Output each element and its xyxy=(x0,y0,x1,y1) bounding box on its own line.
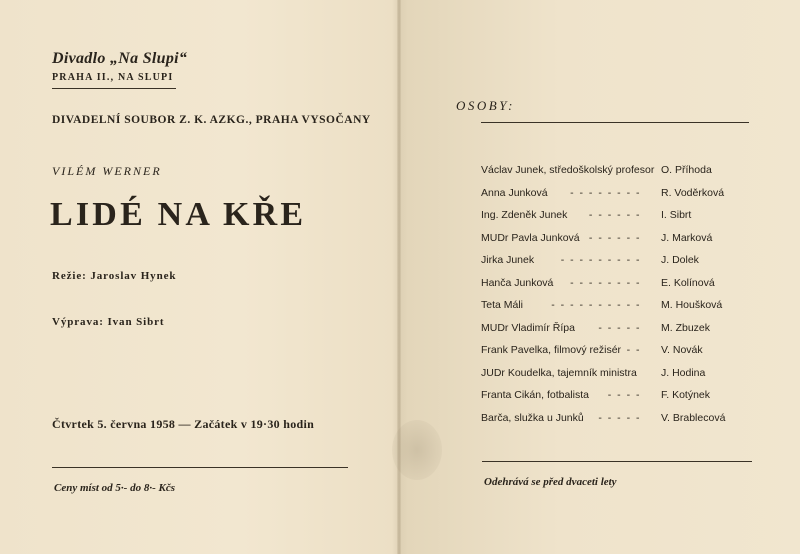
cast-row xyxy=(481,412,771,426)
cast-role: Teta Máli xyxy=(481,299,524,311)
author-name: VILÉM WERNER xyxy=(52,164,162,178)
theatre-address: PRAHA II., NA SLUPI xyxy=(52,72,174,83)
cast-role: Barča, služka u Junků xyxy=(481,411,584,424)
cast-row xyxy=(481,187,771,201)
cast-role: Frank Pavelka, filmový režisér xyxy=(481,344,622,356)
performance-date: Čtvrtek 5. června 1958 — Začátek v 19·30 hodin xyxy=(52,417,315,431)
divider-bottom-right xyxy=(482,461,752,462)
divider-top-left xyxy=(52,88,176,89)
cast-actor: I. Sibrt xyxy=(661,209,692,221)
cast-dash-leader: - - - - - - xyxy=(588,209,641,221)
cast-row xyxy=(481,232,771,246)
design-credit: Výprava: Ivan Sibrt xyxy=(52,316,165,328)
cast-row xyxy=(481,277,771,291)
divider-bottom-left xyxy=(52,467,348,468)
cast-dash-leader: - - - - - xyxy=(598,321,641,334)
cast-role: JUDr Koudelka, tajemník ministra xyxy=(481,366,637,379)
cast-actor: J. Dolek xyxy=(661,254,699,266)
cast-role: MUDr Vladimír Řípa xyxy=(481,321,575,334)
cast-role: Jirka Junek xyxy=(481,254,535,266)
cast-row xyxy=(481,209,771,223)
cast-actor: R. Voděrková xyxy=(661,186,725,199)
cast-dash-leader: - - - - - xyxy=(598,411,641,424)
cast-actor: F. Kotýnek xyxy=(661,389,711,401)
cast-dash-leader: - - - - - - - - xyxy=(570,276,641,289)
cast-actor: J. Marková xyxy=(661,231,713,244)
cast-role: MUDr Pavla Junková xyxy=(481,231,580,244)
ticket-prices: Ceny míst od 5·- do 8·- Kčs xyxy=(54,482,175,494)
cast-role: Ing. Zdeněk Junek xyxy=(481,209,568,221)
cast-row xyxy=(481,164,771,178)
cast-dash-leader: - - - - - - - - xyxy=(570,186,641,199)
cast-actor: M. Zbuzek xyxy=(661,321,711,334)
cast-row xyxy=(481,254,771,268)
cast-row xyxy=(481,344,771,358)
paper-stain xyxy=(392,420,442,480)
cast-role: Hanča Junková xyxy=(481,276,554,289)
cast-dash-leader: - - - - - - - - - - xyxy=(551,299,641,311)
cast-dash-leader: - - xyxy=(626,344,641,356)
cast-dash-leader: - - - - - - xyxy=(588,231,641,244)
cast-actor: M. Houšková xyxy=(661,299,723,311)
cast-actor: V. Brablecová xyxy=(661,411,726,424)
cast-row xyxy=(481,389,771,403)
theatre-name: Divadlo „Na Slupi“ xyxy=(52,50,188,67)
play-title: LIDÉ NA KŘE xyxy=(50,196,307,233)
ensemble-name: DIVADELNÍ SOUBOR Z. K. AZKG., PRAHA VYSOČANY xyxy=(52,114,371,126)
cast-dash-leader: - - - - - - - - - xyxy=(560,254,641,266)
director-credit: Režie: Jaroslav Hynek xyxy=(52,270,177,282)
cast-row xyxy=(481,367,771,381)
divider-top-right xyxy=(481,122,749,123)
cast-role: Anna Junková xyxy=(481,186,548,199)
cast-role: Václav Junek, středoškolský profesor xyxy=(481,164,655,176)
cast-role: Franta Cikán, fotbalista xyxy=(481,389,589,401)
cast-heading: OSOBY: xyxy=(456,98,515,113)
cast-actor: E. Kolínová xyxy=(661,276,715,289)
cast-actor: V. Novák xyxy=(661,344,703,356)
cast-actor: O. Příhoda xyxy=(661,164,712,176)
cast-row xyxy=(481,322,771,336)
cast-dash-leader: - - - - xyxy=(607,389,641,401)
play-setting: Odehrává se před dvaceti lety xyxy=(484,476,617,488)
cast-row xyxy=(481,299,771,313)
cast-actor: J. Hodina xyxy=(661,366,706,379)
